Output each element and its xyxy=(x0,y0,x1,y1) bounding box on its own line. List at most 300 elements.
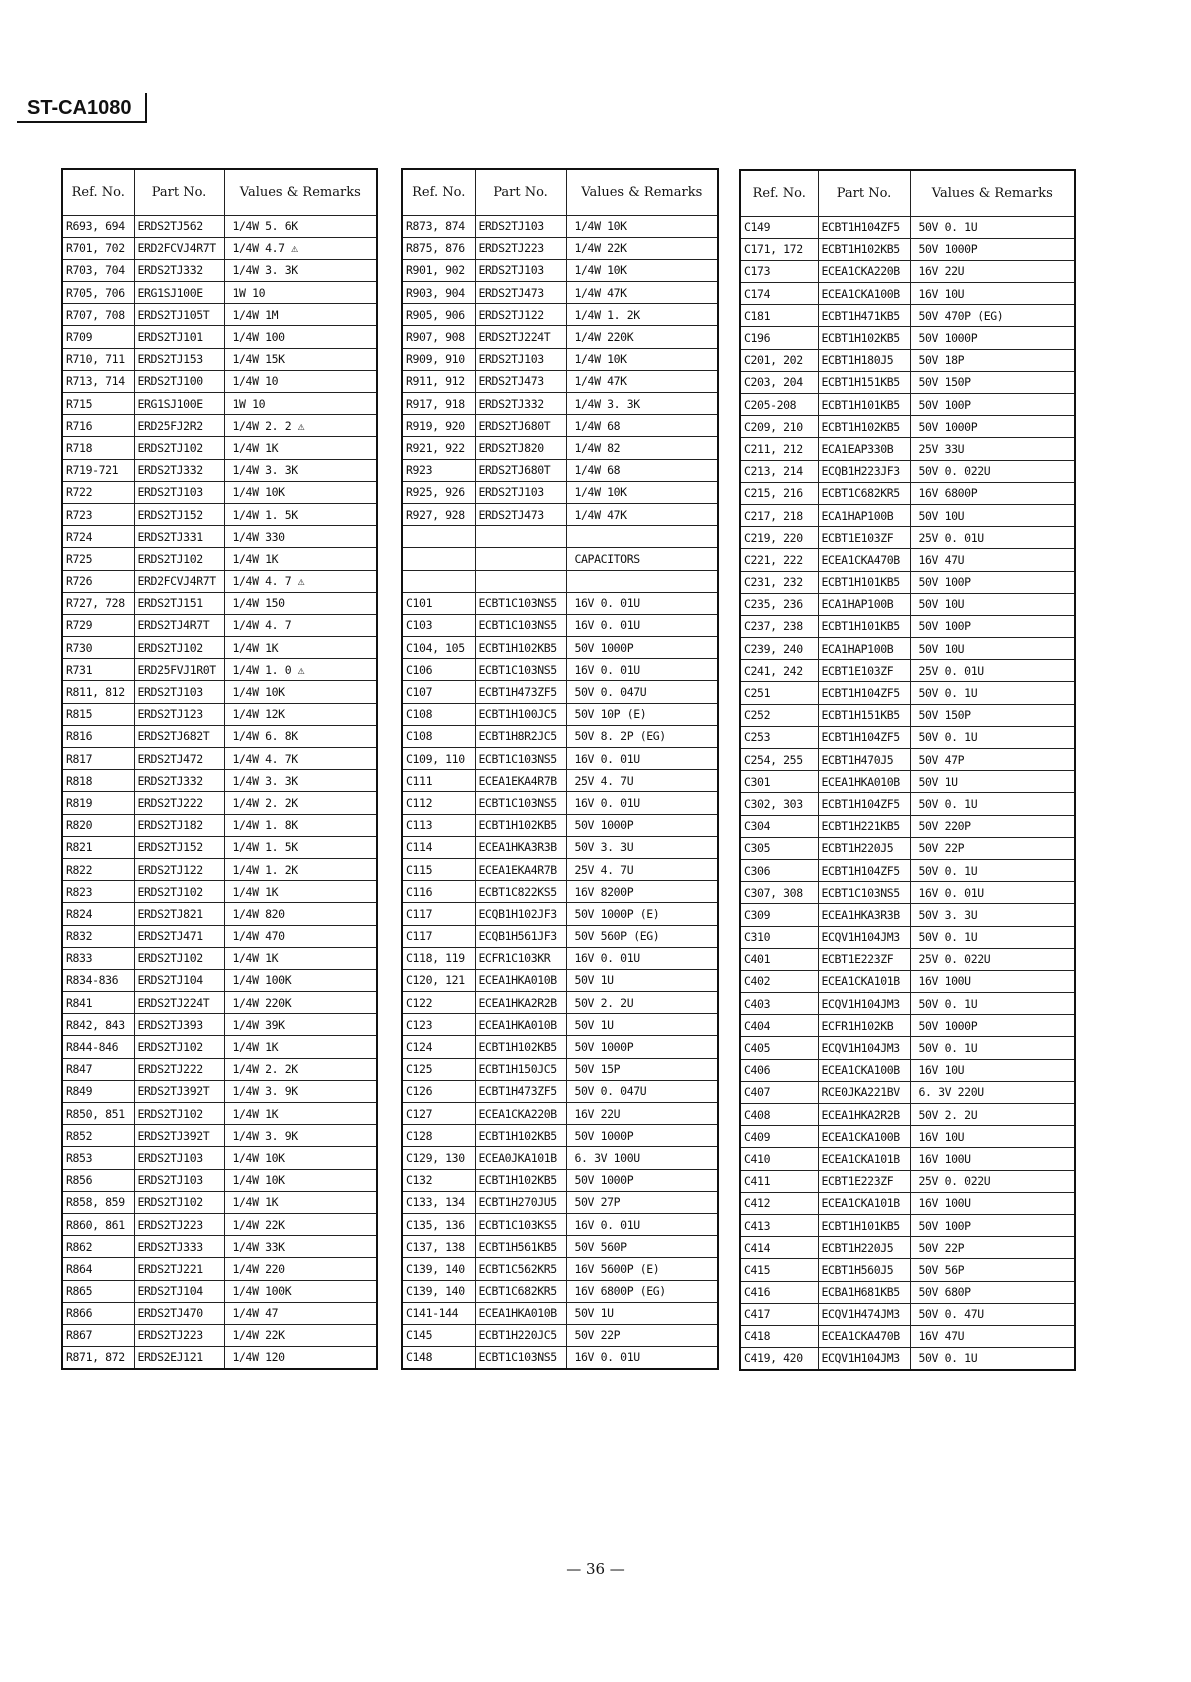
values-cell: 50V 1000P xyxy=(910,327,1075,349)
part-no-cell: ECBT1H102KB5 xyxy=(475,1036,566,1058)
table-row xyxy=(402,725,718,747)
values-cell: 1/4W 1. 5K xyxy=(224,836,377,858)
ref-no-cell: R860, 861 xyxy=(62,1213,134,1235)
table-row xyxy=(402,881,718,903)
table-row xyxy=(62,1080,377,1102)
values-cell: 50V 18P xyxy=(910,349,1075,371)
table-row xyxy=(740,837,1075,859)
part-no-cell: ERDS2TJ332 xyxy=(475,393,566,415)
table-row xyxy=(402,858,718,880)
table-row xyxy=(740,305,1075,327)
table-row xyxy=(402,548,718,570)
values-cell: 1/4W 3. 3K xyxy=(224,770,377,792)
table-row xyxy=(740,970,1075,992)
values-cell: 1/4W 10K xyxy=(224,1169,377,1191)
part-no-header: Part No. xyxy=(818,170,910,216)
table-row xyxy=(402,259,718,281)
part-no-cell: ERDS2TJ102 xyxy=(134,548,224,570)
values-cell: 1/4W 33K xyxy=(224,1236,377,1258)
part-no-cell: ERDS2TJ223 xyxy=(475,237,566,259)
part-no-cell: ECBT1H104ZF5 xyxy=(818,682,910,704)
table-row xyxy=(402,1302,718,1324)
values-cell: 50V 150P xyxy=(910,704,1075,726)
part-no-cell: ERDS2TJ4R7T xyxy=(134,614,224,636)
values-cell: 50V 1000P xyxy=(566,1036,718,1058)
part-no-cell: ERDS2TJ393 xyxy=(134,1014,224,1036)
part-no-cell: ERDS2TJ471 xyxy=(134,925,224,947)
ref-no-cell: C120, 121 xyxy=(402,969,475,991)
part-no-cell: ERDS2TJ223 xyxy=(134,1324,224,1346)
ref-no-cell: R816 xyxy=(62,725,134,747)
table-row xyxy=(740,660,1075,682)
table-row xyxy=(740,549,1075,571)
values-cell: 1/4W 100K xyxy=(224,1280,377,1302)
values-cell: 50V 1000P xyxy=(910,416,1075,438)
table-row xyxy=(402,348,718,370)
part-no-cell: ECEA0JKA101B xyxy=(475,1147,566,1169)
part-no-cell: ERDS2TJ222 xyxy=(134,792,224,814)
values-cell: 16V 10U xyxy=(910,1126,1075,1148)
part-no-cell: ERDS2TJ103 xyxy=(134,1147,224,1169)
part-no-cell: ECEA1CKA100B xyxy=(818,1126,910,1148)
ref-no-cell: R824 xyxy=(62,903,134,925)
table-row xyxy=(402,570,718,592)
ref-no-cell: C302, 303 xyxy=(740,793,818,815)
part-no-cell: ERDS2TJ102 xyxy=(134,1103,224,1125)
part-no-cell: ERDS2TJ102 xyxy=(134,947,224,969)
ref-no-cell: R707, 708 xyxy=(62,304,134,326)
table-row xyxy=(402,1324,718,1346)
part-no-cell: ECEA1CKA100B xyxy=(818,1059,910,1081)
part-no-cell: ECBT1H180J5 xyxy=(818,349,910,371)
ref-no-cell: C116 xyxy=(402,881,475,903)
ref-no-cell: C173 xyxy=(740,260,818,282)
table-row xyxy=(402,415,718,437)
ref-no-cell: C213, 214 xyxy=(740,460,818,482)
part-no-cell: ERG1SJ100E xyxy=(134,282,224,304)
table-row xyxy=(62,1014,377,1036)
values-cell: 16V 6800P (EG) xyxy=(566,1280,718,1302)
ref-no-cell: C406 xyxy=(740,1059,818,1081)
part-no-cell: ERDS2EJ121 xyxy=(134,1347,224,1369)
table-row xyxy=(402,770,718,792)
table-row xyxy=(62,393,377,415)
ref-no-cell: R715 xyxy=(62,393,134,415)
ref-no-cell: C413 xyxy=(740,1214,818,1236)
values-cell: 50V 47P xyxy=(910,749,1075,771)
ref-no-cell: R834-836 xyxy=(62,969,134,991)
table-row xyxy=(402,703,718,725)
table-row xyxy=(740,1348,1075,1370)
part-no-cell: ERDS2TJ392T xyxy=(134,1080,224,1102)
ref-no-cell: C106 xyxy=(402,659,475,681)
part-no-cell: ERDS2TJ122 xyxy=(134,858,224,880)
table-row xyxy=(62,437,377,459)
ref-no-cell: C108 xyxy=(402,725,475,747)
table-row xyxy=(740,993,1075,1015)
table-row xyxy=(62,858,377,880)
values-cell: 50V 27P xyxy=(566,1191,718,1213)
part-no-cell: ECQV1H104JM3 xyxy=(818,1348,910,1370)
part-no-cell: ECBT1C103NS5 xyxy=(475,614,566,636)
ref-no-cell: C145 xyxy=(402,1324,475,1346)
values-cell: 25V 0. 022U xyxy=(910,1170,1075,1192)
part-no-cell: ECEA1EKA4R7B xyxy=(475,770,566,792)
values-cell: 1/4W 10K xyxy=(566,259,718,281)
part-no-cell: ERDS2TJ152 xyxy=(134,836,224,858)
part-no-cell: ECBT1C103NS5 xyxy=(475,659,566,681)
part-no-cell: RCE0JKA221BV xyxy=(818,1081,910,1103)
values-cell: 1/4W 1M xyxy=(224,304,377,326)
table-row xyxy=(402,792,718,814)
part-no-cell: ERDS2TJ332 xyxy=(134,770,224,792)
table-row xyxy=(402,992,718,1014)
part-no-cell: ECBT1C682KR5 xyxy=(475,1280,566,1302)
ref-no-cell: R713, 714 xyxy=(62,370,134,392)
ref-no-cell: C217, 218 xyxy=(740,504,818,526)
ref-no-cell: R867 xyxy=(62,1324,134,1346)
parts-table-1 xyxy=(61,168,378,1370)
part-no-cell: ECQB1H102JF3 xyxy=(475,903,566,925)
table-row xyxy=(402,1036,718,1058)
table-row xyxy=(62,592,377,614)
part-no-cell: ERDS2TJ104 xyxy=(134,1280,224,1302)
ref-no-cell: R873, 874 xyxy=(402,215,475,237)
part-no-header: Part No. xyxy=(475,169,566,215)
table-row xyxy=(740,882,1075,904)
values-cell: 1/4W 68 xyxy=(566,415,718,437)
table-row xyxy=(402,370,718,392)
table-row xyxy=(740,371,1075,393)
ref-no-cell: R925, 926 xyxy=(402,481,475,503)
table-row xyxy=(740,1126,1075,1148)
part-no-cell: ECBT1H220JC5 xyxy=(475,1324,566,1346)
values-cell: 50V 560P xyxy=(566,1236,718,1258)
table-row xyxy=(402,1280,718,1302)
ref-no-cell: C123 xyxy=(402,1014,475,1036)
ref-no-cell: R718 xyxy=(62,437,134,459)
part-no-cell: ECBT1H151KB5 xyxy=(818,704,910,726)
values-cell: 1/4W 1K xyxy=(224,1191,377,1213)
part-no-cell: ERDS2TJ102 xyxy=(134,1036,224,1058)
table-row xyxy=(62,415,377,437)
part-no-cell: ERDS2TJ100 xyxy=(134,370,224,392)
ref-no-cell: C402 xyxy=(740,970,818,992)
ref-no-cell: R725 xyxy=(62,548,134,570)
values-cell: 1/4W 2. 2 ⚠ xyxy=(224,415,377,437)
part-no-cell: ECQV1H104JM3 xyxy=(818,926,910,948)
values-cell: 50V 0. 1U xyxy=(910,726,1075,748)
table-row xyxy=(62,836,377,858)
table-row xyxy=(402,659,718,681)
ref-no-cell: C122 xyxy=(402,992,475,1014)
table-row xyxy=(740,216,1075,238)
ref-no-cell: R909, 910 xyxy=(402,348,475,370)
part-no-cell: ECEA1CKA101B xyxy=(818,1148,910,1170)
part-no-cell: ECBT1H102KB5 xyxy=(818,238,910,260)
values-cell: 1/4W 6. 8K xyxy=(224,725,377,747)
values-cell: 50V 1000P xyxy=(566,1125,718,1147)
ref-no-cell: R858, 859 xyxy=(62,1191,134,1213)
values-cell: 1/4W 1K xyxy=(224,881,377,903)
values-cell: 50V 0. 47U xyxy=(910,1303,1075,1325)
ref-no-cell: C252 xyxy=(740,704,818,726)
ref-no-cell: C174 xyxy=(740,283,818,305)
values-cell: 25V 4. 7U xyxy=(566,770,718,792)
table-row xyxy=(740,638,1075,660)
table-row xyxy=(402,459,718,481)
ref-no-cell: R726 xyxy=(62,570,134,592)
part-no-cell: ERDS2TJ103 xyxy=(134,681,224,703)
ref-no-cell: R871, 872 xyxy=(62,1347,134,1369)
values-cell: 50V 1000P xyxy=(566,814,718,836)
values-cell: 1/4W 3. 3K xyxy=(224,459,377,481)
values-cell: 16V 0. 01U xyxy=(566,614,718,636)
part-no-cell: ECEA1CKA100B xyxy=(818,283,910,305)
part-no-cell: ECBT1H270JU5 xyxy=(475,1191,566,1213)
ref-no-cell: C129, 130 xyxy=(402,1147,475,1169)
part-no-cell: ECBT1C103KS5 xyxy=(475,1213,566,1235)
values-cell: 50V 1U xyxy=(566,969,718,991)
ref-no-cell: C412 xyxy=(740,1192,818,1214)
ref-no-cell: C254, 255 xyxy=(740,749,818,771)
table-row xyxy=(740,1281,1075,1303)
ref-no-cell: R811, 812 xyxy=(62,681,134,703)
table-row xyxy=(62,282,377,304)
part-no-cell: ECBT1E223ZF xyxy=(818,948,910,970)
part-no-cell: ERDS2TJ820 xyxy=(475,437,566,459)
ref-no-cell: R716 xyxy=(62,415,134,437)
part-no-cell: ERDS2TJ102 xyxy=(134,437,224,459)
table-row xyxy=(62,969,377,991)
ref-no-cell: C114 xyxy=(402,836,475,858)
part-no-cell: ERDS2TJ104 xyxy=(134,969,224,991)
table-row xyxy=(402,304,718,326)
values-cell: 50V 150P xyxy=(910,371,1075,393)
part-no-cell: ERDS2TJ103 xyxy=(475,259,566,281)
part-no-cell xyxy=(475,548,566,570)
ref-no-cell: R820 xyxy=(62,814,134,836)
part-no-cell: ECQV1H104JM3 xyxy=(818,1037,910,1059)
values-remarks-header: Values & Remarks xyxy=(566,169,718,215)
ref-no-header: Ref. No. xyxy=(740,170,818,216)
values-cell: 1/4W 220K xyxy=(566,326,718,348)
values-cell: 50V 0. 022U xyxy=(910,460,1075,482)
part-no-cell: ECBT1C682KR5 xyxy=(818,482,910,504)
ref-no-cell: C171, 172 xyxy=(740,238,818,260)
part-no-cell: ECBT1C103NS5 xyxy=(475,592,566,614)
values-cell: 1/4W 470 xyxy=(224,925,377,947)
values-cell: 1/4W 1. 5K xyxy=(224,503,377,525)
part-no-cell: ECBT1H561KB5 xyxy=(475,1236,566,1258)
table-row xyxy=(740,1259,1075,1281)
values-cell: 1/4W 10K xyxy=(566,348,718,370)
values-cell: 1/4W 4. 7 ⚠ xyxy=(224,570,377,592)
table-row xyxy=(740,1170,1075,1192)
table-row xyxy=(62,637,377,659)
values-cell: 16V 100U xyxy=(910,1192,1075,1214)
values-cell: CAPACITORS xyxy=(566,548,718,570)
table-row xyxy=(402,1213,718,1235)
table-row xyxy=(402,437,718,459)
table-row xyxy=(62,1324,377,1346)
part-no-cell: ECBT1H102KB5 xyxy=(818,416,910,438)
part-no-cell: ECEA1HKA3R3B xyxy=(475,836,566,858)
part-no-cell: ERDS2TJ680T xyxy=(475,415,566,437)
ref-no-cell: R724 xyxy=(62,526,134,548)
ref-no-cell: C241, 242 xyxy=(740,660,818,682)
values-cell: 50V 0. 1U xyxy=(910,216,1075,238)
ref-no-cell: R853 xyxy=(62,1147,134,1169)
values-cell: 50V 470P (EG) xyxy=(910,305,1075,327)
part-no-cell: ECBT1H220J5 xyxy=(818,837,910,859)
table-row xyxy=(402,1125,718,1147)
table-row xyxy=(402,1236,718,1258)
table-row xyxy=(740,1059,1075,1081)
values-cell: 25V 0. 01U xyxy=(910,660,1075,682)
values-cell: 50V 0. 1U xyxy=(910,1348,1075,1370)
part-no-cell: ERDS2TJ821 xyxy=(134,903,224,925)
ref-no-cell: R703, 704 xyxy=(62,259,134,281)
table-row xyxy=(402,814,718,836)
ref-no-cell: R727, 728 xyxy=(62,592,134,614)
ref-no-cell: R901, 902 xyxy=(402,259,475,281)
values-cell: 50V 3. 3U xyxy=(566,836,718,858)
ref-no-cell: R832 xyxy=(62,925,134,947)
values-cell: 16V 47U xyxy=(910,549,1075,571)
part-no-cell: ECBT1H102KB5 xyxy=(475,1125,566,1147)
values-cell: 50V 3. 3U xyxy=(910,904,1075,926)
table-row xyxy=(402,1147,718,1169)
values-cell: 16V 0. 01U xyxy=(566,947,718,969)
values-cell: 50V 10U xyxy=(910,504,1075,526)
part-no-cell: ERDS2TJ123 xyxy=(134,703,224,725)
table-row xyxy=(740,859,1075,881)
part-no-cell: ECEA1EKA4R7B xyxy=(475,858,566,880)
values-cell: 1/4W 47K xyxy=(566,370,718,392)
values-cell: 1/4W 220K xyxy=(224,992,377,1014)
table-row xyxy=(62,659,377,681)
ref-no-cell: C221, 222 xyxy=(740,549,818,571)
ref-no-cell: C237, 238 xyxy=(740,615,818,637)
table-row xyxy=(740,1015,1075,1037)
table-row xyxy=(740,948,1075,970)
table-row xyxy=(740,749,1075,771)
ref-no-cell: C139, 140 xyxy=(402,1258,475,1280)
table-row xyxy=(62,1236,377,1258)
table-row xyxy=(740,1325,1075,1347)
values-cell: 50V 1U xyxy=(566,1014,718,1036)
ref-no-cell: R856 xyxy=(62,1169,134,1191)
table-row xyxy=(402,282,718,304)
part-no-cell: ECEA1HKA2R2B xyxy=(475,992,566,1014)
model-title: ST-CA1080 xyxy=(17,93,147,123)
part-no-cell: ECEA1HKA2R2B xyxy=(818,1104,910,1126)
values-cell: 16V 0. 01U xyxy=(566,592,718,614)
values-cell: 1/4W 47K xyxy=(566,282,718,304)
table-row xyxy=(62,326,377,348)
ref-no-cell: C239, 240 xyxy=(740,638,818,660)
ref-no-cell: C419, 420 xyxy=(740,1348,818,1370)
values-cell: 50V 10U xyxy=(910,638,1075,660)
ref-no-cell: C209, 210 xyxy=(740,416,818,438)
table-row xyxy=(62,481,377,503)
ref-no-cell: R701, 702 xyxy=(62,237,134,259)
ref-no-cell: R905, 906 xyxy=(402,304,475,326)
part-no-cell: ECBT1C822KS5 xyxy=(475,881,566,903)
table-row xyxy=(62,614,377,636)
values-cell: 1/4W 2. 2K xyxy=(224,1058,377,1080)
ref-no-cell: C411 xyxy=(740,1170,818,1192)
part-no-cell: ERDS2TJ102 xyxy=(134,881,224,903)
table-row xyxy=(62,681,377,703)
part-no-cell: ECBT1C103NS5 xyxy=(475,792,566,814)
table-row xyxy=(62,459,377,481)
table-row xyxy=(740,504,1075,526)
values-cell: 1/4W 3. 9K xyxy=(224,1125,377,1147)
table-row xyxy=(402,526,718,548)
part-no-cell: ECBT1H104ZF5 xyxy=(818,793,910,815)
part-no-cell: ECBT1H104ZF5 xyxy=(818,216,910,238)
part-no-cell: ERDS2TJ102 xyxy=(134,1191,224,1213)
part-no-cell: ECA1HAP100B xyxy=(818,593,910,615)
ref-no-cell: R823 xyxy=(62,881,134,903)
table-row xyxy=(62,814,377,836)
table-row xyxy=(62,992,377,1014)
table-row xyxy=(62,570,377,592)
values-cell: 16V 0. 01U xyxy=(566,659,718,681)
part-no-cell: ECEA1HKA3R3B xyxy=(818,904,910,926)
values-cell: 50V 22P xyxy=(566,1324,718,1346)
values-cell: 1/4W 1. 2K xyxy=(224,858,377,880)
table-row xyxy=(740,593,1075,615)
ref-no-cell xyxy=(402,526,475,548)
ref-no-cell: C201, 202 xyxy=(740,349,818,371)
table-row xyxy=(740,327,1075,349)
part-no-cell: ERDS2TJ103 xyxy=(475,215,566,237)
values-cell: 50V 56P xyxy=(910,1259,1075,1281)
part-no-cell: ERG1SJ100E xyxy=(134,393,224,415)
ref-no-cell: C253 xyxy=(740,726,818,748)
table-row xyxy=(402,326,718,348)
values-remarks-header: Values & Remarks xyxy=(910,170,1075,216)
values-cell: 1/4W 1K xyxy=(224,947,377,969)
values-cell: 1/4W 1. 0 ⚠ xyxy=(224,659,377,681)
table-row xyxy=(62,703,377,725)
part-no-cell: ECFR1C103KR xyxy=(475,947,566,969)
values-cell: 50V 220P xyxy=(910,815,1075,837)
part-no-cell: ECQV1H104JM3 xyxy=(818,993,910,1015)
part-no-cell: ECEA1CKA220B xyxy=(475,1103,566,1125)
table-row xyxy=(62,1302,377,1324)
values-cell: 16V 8200P xyxy=(566,881,718,903)
part-no-cell: ECA1EAP330B xyxy=(818,438,910,460)
table-row xyxy=(740,460,1075,482)
ref-no-cell: C113 xyxy=(402,814,475,836)
parts-table-2 xyxy=(401,168,719,1370)
table-row xyxy=(62,1280,377,1302)
ref-no-cell: R907, 908 xyxy=(402,326,475,348)
values-cell: 1/4W 22K xyxy=(566,237,718,259)
ref-no-cell: R705, 706 xyxy=(62,282,134,304)
ref-no-cell xyxy=(402,548,475,570)
values-cell: 1/4W 3. 3K xyxy=(224,259,377,281)
table-row xyxy=(402,393,718,415)
part-no-cell: ERDS2TJ103 xyxy=(134,1169,224,1191)
values-cell: 50V 100P xyxy=(910,615,1075,637)
part-no-cell: ERDS2TJ224T xyxy=(475,326,566,348)
table-row xyxy=(62,1125,377,1147)
